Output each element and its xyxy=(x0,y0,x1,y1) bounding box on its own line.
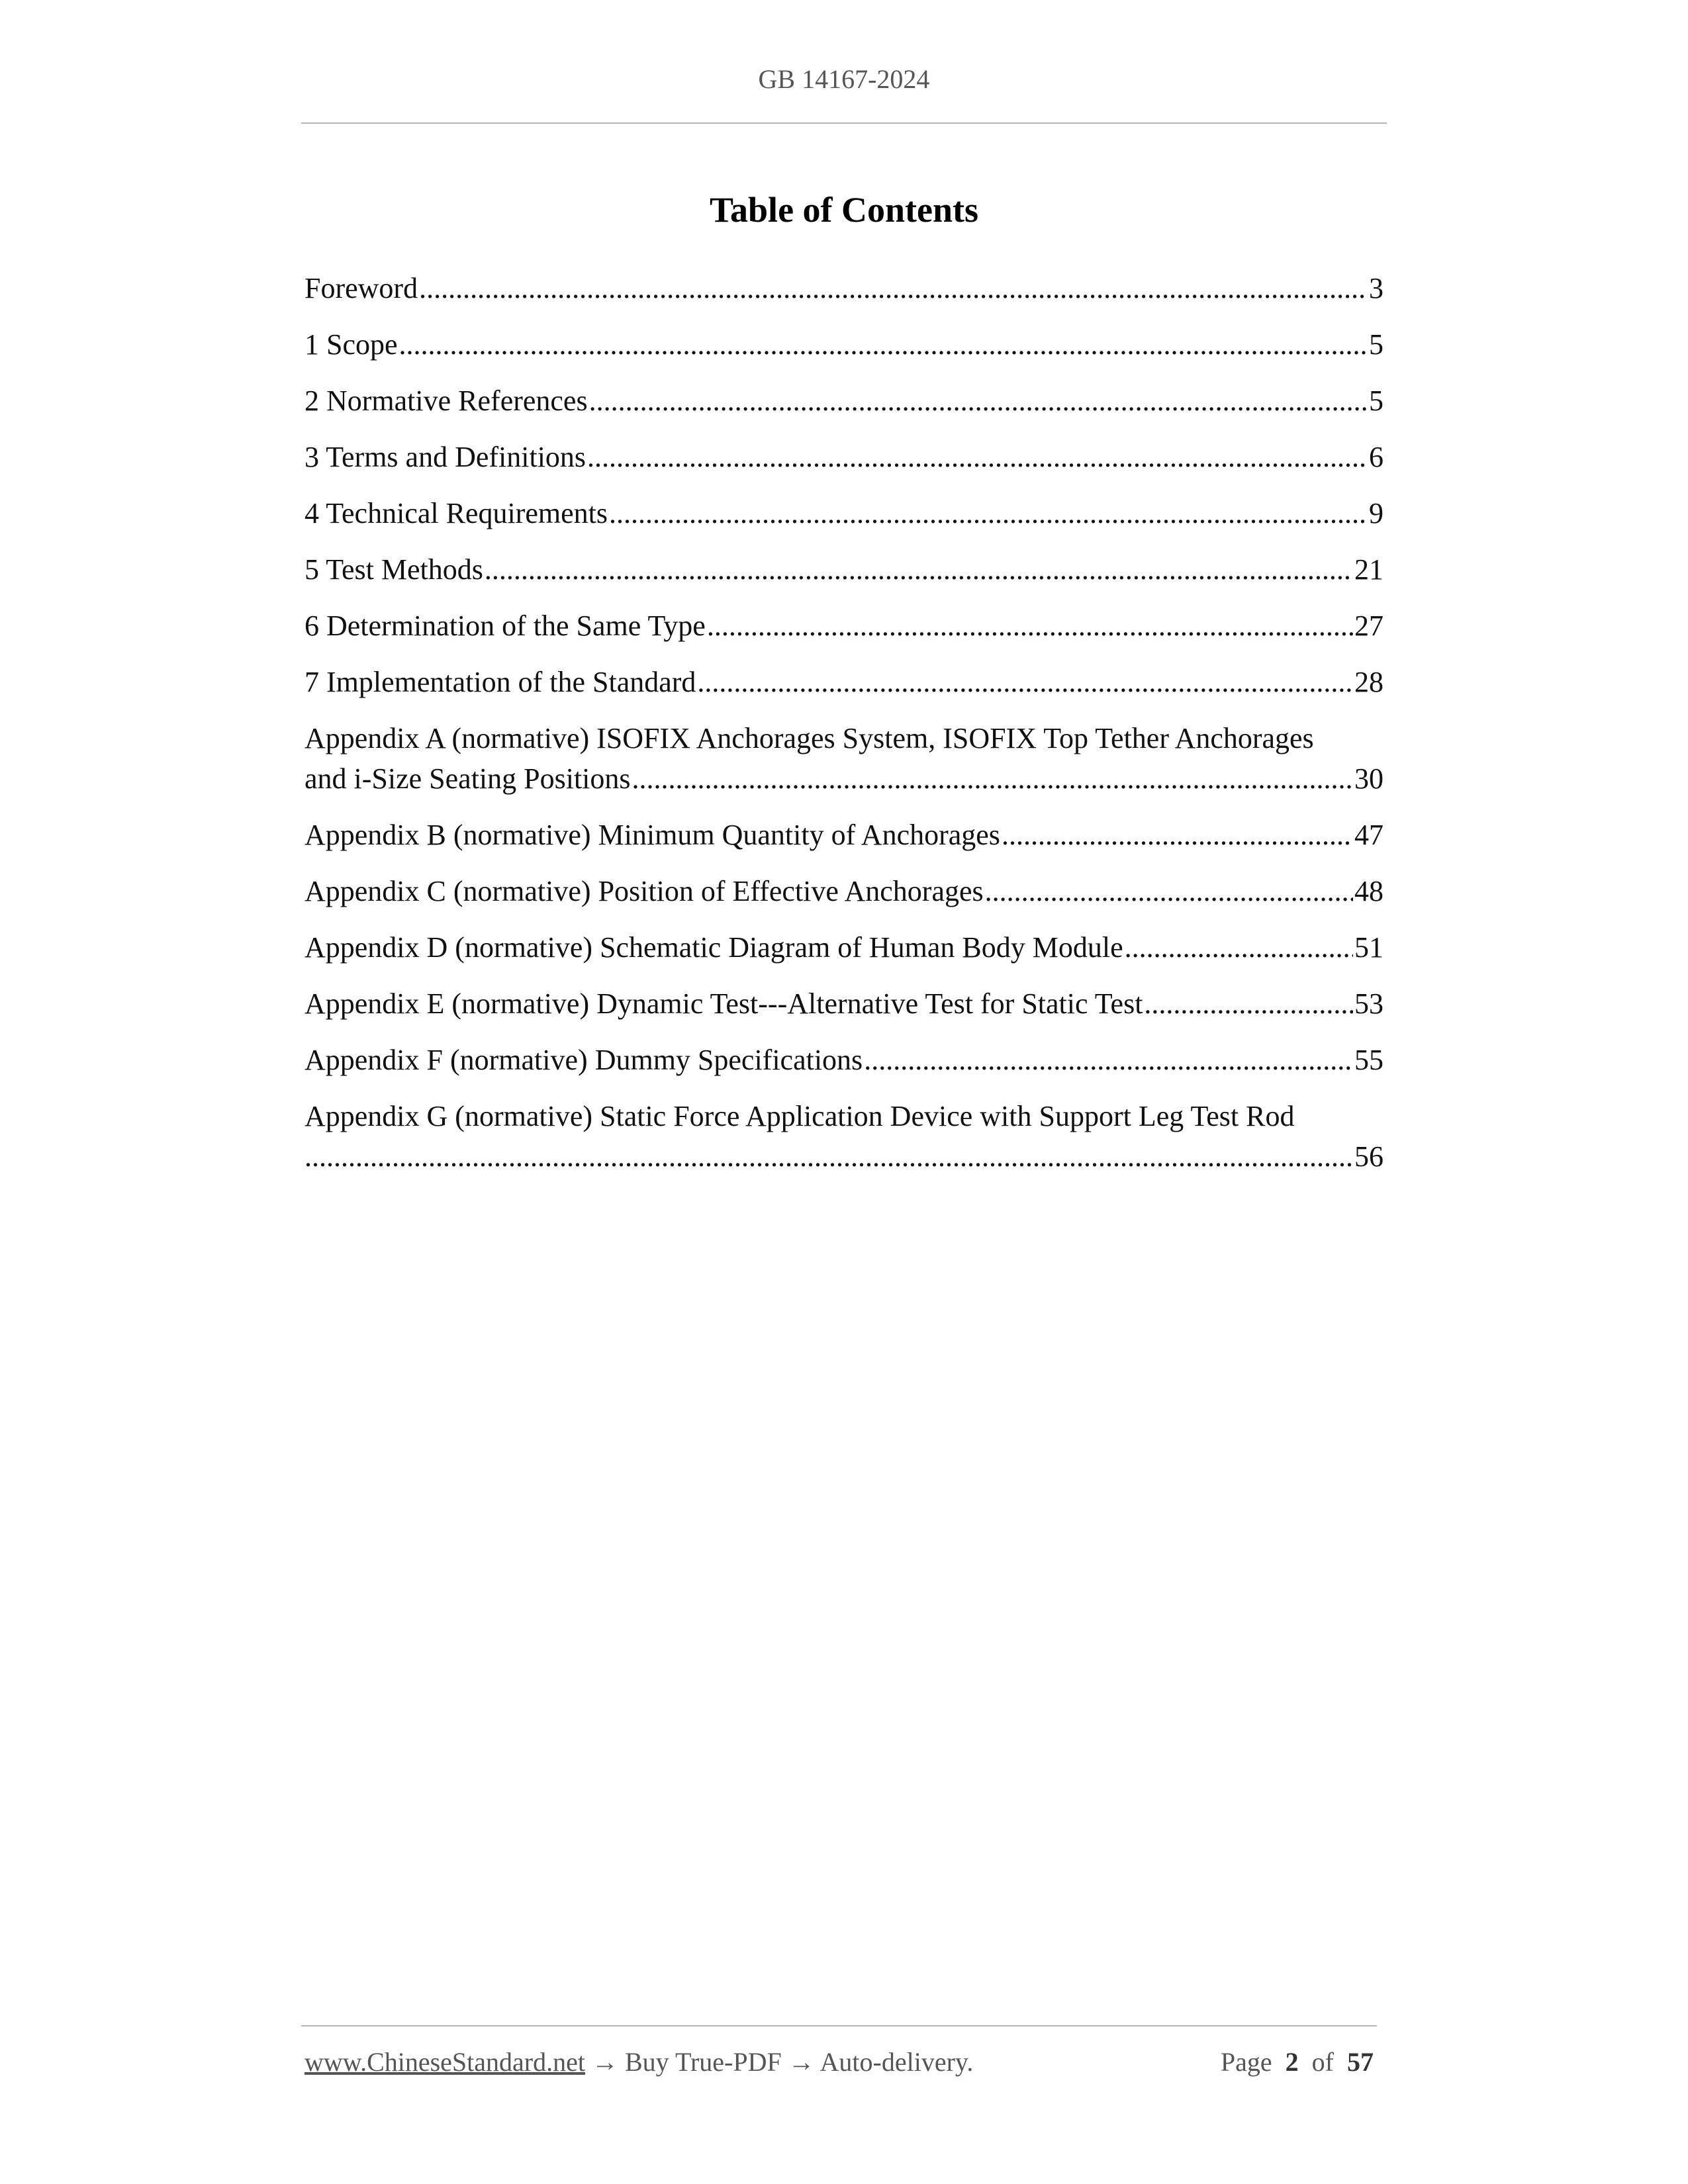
toc-entry-label: 3 Terms and Definitions xyxy=(305,441,586,473)
toc-entry-label: Appendix A (normative) ISOFIX Anchorages System, ISOFIX Top Tether Anchorages xyxy=(305,722,1314,754)
page-counter xyxy=(1221,2046,1374,2078)
toc-entry-terms-and-definitions[interactable] xyxy=(305,437,1383,477)
toc-entry-page: 48 xyxy=(1354,875,1383,907)
footer-divider xyxy=(301,2025,1377,2026)
toc-entry-page: 9 xyxy=(1369,497,1383,529)
toc-entry-page: 51 xyxy=(1354,931,1383,964)
toc-entry-technical-requirements[interactable] xyxy=(305,493,1383,533)
toc-title: Table of Contents xyxy=(709,190,979,230)
toc-entry-page: 47 xyxy=(1354,819,1383,851)
toc-leader-dots xyxy=(707,606,1353,646)
toc-leader-dots xyxy=(985,871,1353,911)
toc-entry-appendix-c[interactable] xyxy=(305,871,1383,911)
toc-leader-dots xyxy=(399,324,1368,365)
toc-entry-label: Appendix F (normative) Dummy Specifications xyxy=(305,1044,863,1076)
page-footer xyxy=(305,2046,1374,2078)
toc-entry-page: 55 xyxy=(1354,1044,1383,1076)
toc-leader-dots xyxy=(485,549,1353,590)
toc-entry-label: Appendix D (normative) Schematic Diagram of Human Body Module xyxy=(305,931,1123,964)
footer-promo xyxy=(305,2046,973,2078)
footer-tagline: → Buy True-PDF → Auto-delivery. xyxy=(591,2047,974,2077)
website-link[interactable]: www.ChineseStandard.net xyxy=(305,2047,585,2077)
document-id-header: GB 14167-2024 xyxy=(758,64,930,94)
toc-entry-label-continued: and i-Size Seating Positions xyxy=(305,762,631,795)
toc-entry-page: 30 xyxy=(1354,762,1383,795)
toc-leader-dots xyxy=(589,381,1368,421)
toc-entry-page: 5 xyxy=(1369,328,1383,361)
toc-entry-label: Appendix C (normative) Position of Effective Anchorages xyxy=(305,875,984,907)
current-page-number: 2 xyxy=(1285,2047,1299,2077)
page-label: Page xyxy=(1220,2047,1272,2077)
header-divider xyxy=(301,122,1387,124)
toc-entry-appendix-f[interactable] xyxy=(305,1040,1383,1080)
toc-entry-label: 1 Scope xyxy=(305,328,398,361)
toc-list xyxy=(305,268,1383,1193)
toc-entry-label: Appendix E (normative) Dynamic Test---Alternative Test for Static Test xyxy=(305,987,1143,1020)
toc-entry-scope[interactable] xyxy=(305,324,1383,365)
toc-entry-page: 3 xyxy=(1369,272,1383,304)
toc-entry-page: 27 xyxy=(1354,610,1383,642)
toc-entry-page: 28 xyxy=(1354,666,1383,698)
toc-entry-appendix-g[interactable] xyxy=(305,1096,1383,1177)
toc-entry-page: 5 xyxy=(1369,385,1383,417)
toc-entry-label: Appendix B (normative) Minimum Quantity of Anchorages xyxy=(305,819,1000,851)
toc-entry-label: 7 Implementation of the Standard xyxy=(305,666,696,698)
toc-leader-dots xyxy=(1144,983,1353,1024)
toc-leader-dots xyxy=(419,268,1368,308)
toc-leader-dots xyxy=(864,1040,1353,1080)
toc-entry-label: 4 Technical Requirements xyxy=(305,497,608,529)
total-page-count: 57 xyxy=(1347,2047,1374,2077)
toc-entry-label: Foreword xyxy=(305,272,418,304)
toc-entry-foreword[interactable] xyxy=(305,268,1383,308)
toc-entry-label: Appendix G (normative) Static Force Application Device with Support Leg Test Rod xyxy=(305,1100,1295,1132)
toc-leader-dots xyxy=(697,662,1353,702)
toc-entry-appendix-b[interactable] xyxy=(305,815,1383,855)
toc-leader-dots xyxy=(587,437,1368,477)
toc-entry-label: 2 Normative References xyxy=(305,385,588,417)
toc-entry-label: 6 Determination of the Same Type xyxy=(305,610,706,642)
toc-entry-page: 56 xyxy=(1354,1140,1383,1173)
of-label: of xyxy=(1311,2047,1334,2077)
toc-leader-dots xyxy=(632,758,1353,799)
toc-entry-appendix-a[interactable] xyxy=(305,718,1383,799)
toc-entry-test-methods[interactable] xyxy=(305,549,1383,590)
toc-leader-dots xyxy=(305,1136,1353,1177)
toc-entry-normative-references[interactable] xyxy=(305,381,1383,421)
toc-entry-determination-same-type[interactable] xyxy=(305,606,1383,646)
toc-leader-dots xyxy=(1125,927,1353,968)
toc-leader-dots xyxy=(1002,815,1353,855)
toc-entry-appendix-d[interactable] xyxy=(305,927,1383,968)
toc-leader-dots xyxy=(609,493,1368,533)
toc-entry-implementation[interactable] xyxy=(305,662,1383,702)
toc-entry-page: 53 xyxy=(1354,987,1383,1020)
toc-entry-label: 5 Test Methods xyxy=(305,553,483,586)
toc-entry-appendix-e[interactable] xyxy=(305,983,1383,1024)
toc-entry-page: 6 xyxy=(1369,441,1383,473)
toc-entry-page: 21 xyxy=(1354,553,1383,586)
